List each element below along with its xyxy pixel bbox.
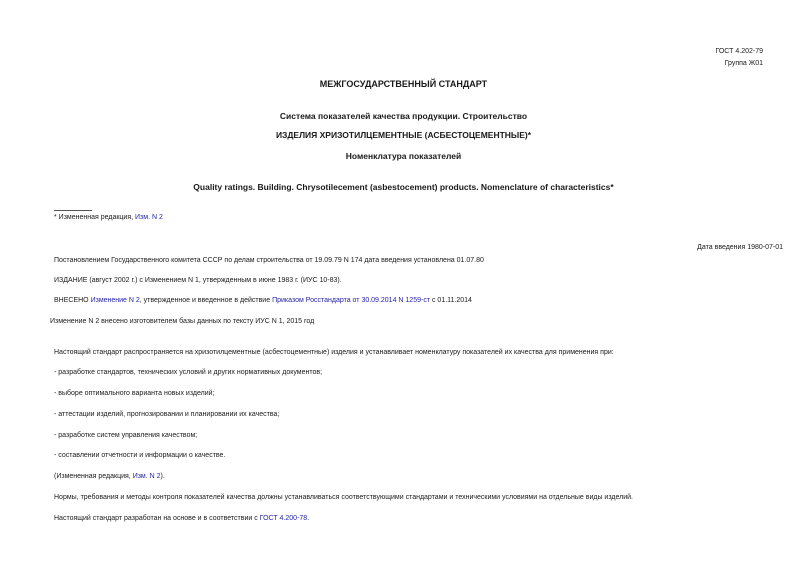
edition-text: ИЗДАНИЕ (август 2002 г.) с Изменением N 1, утвержденным в июне 1983 г. (ИУС 10-83). — [54, 277, 342, 284]
introduction-date: Дата введения 1980-07-01 — [697, 244, 783, 251]
amended-prefix: (Измененная редакция, — [54, 473, 131, 480]
list-item: - разработке стандартов, технических условий и других нормативных документов; — [54, 369, 323, 376]
scope-paragraph: Настоящий стандарт распространяется на хризотилцементные (асбестоцементные) изделия и устанавливает номенклатуру показателей их качества для применения при: — [54, 349, 614, 356]
product-title: ИЗДЕЛИЯ ХРИЗОТИЛЦЕМЕНТНЫЕ (АСБЕСТОЦЕМЕНТНЫЕ)* — [275, 130, 532, 140]
norms-paragraph: Нормы, требования и методы контроля показателей качества должны устанавливаться соответствующими стандартами и техническими условиями на отдельные виды изделий. — [54, 494, 633, 501]
list-item: - разработке систем управления качеством; — [54, 432, 198, 439]
amendment-2-link[interactable]: Изм. N 2 — [135, 214, 163, 221]
system-title: Система показателей качества продукции. Строительство — [279, 111, 528, 121]
standard-type-heading: МЕЖГОСУДАРСТВЕННЫЙ СТАНДАРТ — [319, 79, 488, 89]
english-title: Quality ratings. Building. Chrysotilecement (asbestocement) products. Nomenclature of characteristics* — [193, 182, 614, 192]
standard-code: ГОСТ 4.202-79 — [715, 48, 763, 55]
database-note: Изменение N 2 внесено изготовителем базы данных по тексту ИУС N 1, 2015 год — [50, 318, 315, 325]
rosstandart-order-link[interactable]: Приказом Росстандарта от 30.09.2014 N 1259-ст — [272, 297, 431, 304]
group-code: Группа Ж01 — [724, 60, 763, 67]
basis-suffix: . — [307, 515, 310, 522]
footnote-text: * Измененная редакция, — [54, 214, 134, 221]
basis-prefix: Настоящий стандарт разработан на основе и в соответствии с — [54, 515, 258, 522]
nomenclature-title: Номенклатура показателей — [345, 151, 462, 161]
change-2-link[interactable]: Изменение N 2 — [90, 297, 140, 304]
amended-note — [54, 473, 165, 480]
introduced-suffix: с 01.11.2014 — [431, 297, 472, 304]
introduced-prefix: ВНЕСЕНО — [54, 297, 89, 304]
list-item: - выборе оптимального варианта новых изделий; — [54, 390, 215, 397]
amended-link[interactable]: Изм. N 2 — [132, 473, 161, 480]
introduced-middle: , утвержденное и введенное в действие — [139, 297, 271, 304]
basis-paragraph — [54, 515, 309, 522]
list-item: - аттестации изделий, прогнозировании и планировании их качества; — [54, 411, 280, 418]
list-item: - составлении отчетности и информации о качестве. — [54, 452, 226, 459]
footnote — [54, 214, 163, 221]
footnote-divider — [54, 210, 92, 211]
amended-suffix: ). — [160, 473, 165, 480]
introduced-paragraph — [54, 297, 472, 304]
gost-4-200-link[interactable]: ГОСТ 4.200-78 — [259, 515, 308, 522]
adoption-text: Постановлением Государственного комитета СССР по делам строительства от 19.09.79 N 174 дата введения установлена 01.07.80 — [54, 257, 484, 264]
